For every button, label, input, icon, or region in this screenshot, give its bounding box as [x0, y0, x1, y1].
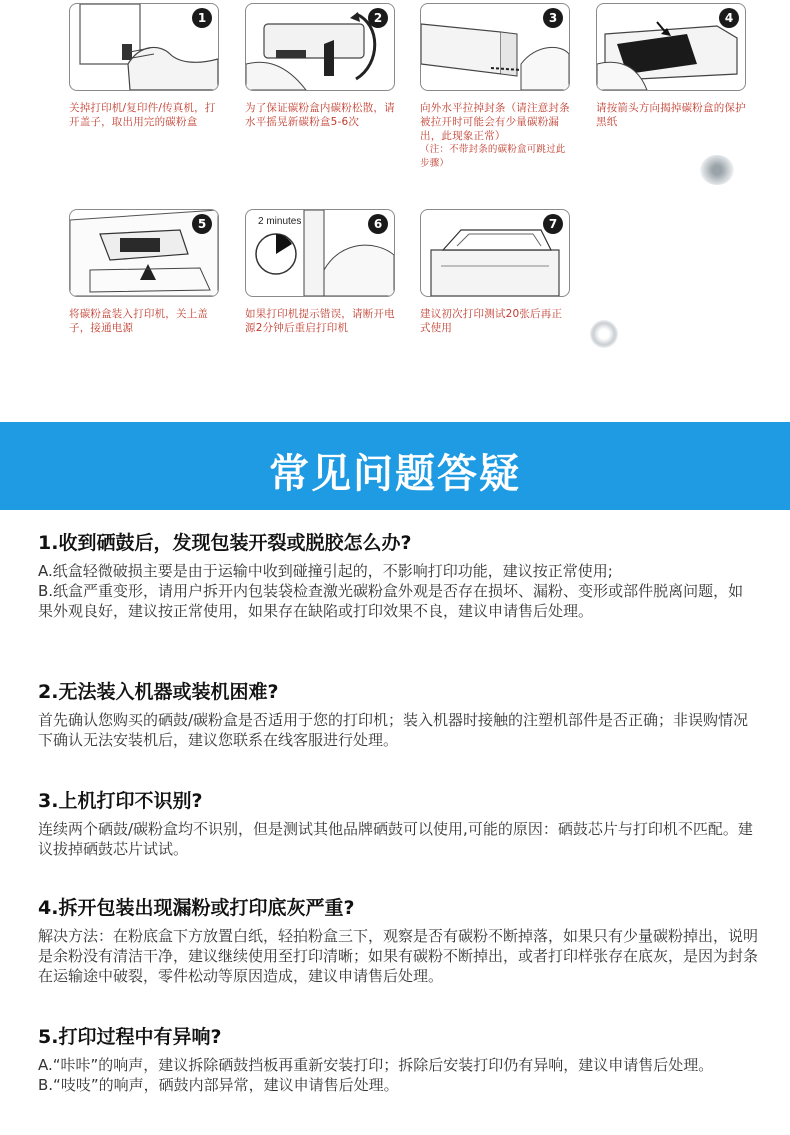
step-6 — [245, 209, 395, 335]
two-minutes-label: 2 minutes — [258, 216, 302, 227]
faq-answer-line: 连续两个硒鼓/碳粉盒均不识别，但是测试其他品牌硒鼓可以使用,可能的原因：硒鼓芯片与打印机不匹配。建议拔掉硒鼓芯片试试。 — [38, 820, 753, 858]
step-7 — [420, 209, 570, 335]
faq-answer-line: B.纸盒严重变形，请用户拆开内包装袋检查激光碳粉盒外观是否存在损坏、漏粉、变形或部件脱离问题，如果外观良好，建议按正常使用，如果存在缺陷或打印效果不良，建议申请售后处理。 — [38, 582, 744, 620]
faq-answer-line: A.纸盒轻微破损主要是由于运输中收到碰撞引起的，不影响打印功能，建议按正常使用; — [38, 562, 613, 580]
step-number-badge: 5 — [192, 214, 212, 234]
step-2 — [245, 3, 395, 129]
faq-question: 4.拆开包装出现漏粉或打印底灰严重? — [38, 897, 355, 919]
step-caption: 将碳粉盒装入打印机，关上盖子，接通电源 — [69, 308, 209, 334]
decorative-gear-blur — [700, 155, 734, 185]
step-3 — [420, 3, 570, 171]
step-number-badge: 6 — [368, 214, 388, 234]
step-caption: 关掉打印机/复印件/传真机，打开盖子，取出用完的碳粉盒 — [69, 102, 216, 128]
faq-item-1 — [38, 528, 758, 621]
test-print-illustration — [420, 209, 570, 297]
step-1 — [69, 3, 219, 129]
pull-seal-tab-illustration — [420, 3, 570, 91]
insert-cartridge-illustration — [69, 209, 219, 297]
faq-item-3 — [38, 786, 758, 859]
faq-item-4 — [38, 893, 758, 986]
step-5 — [69, 209, 219, 335]
step-number-badge: 7 — [543, 214, 563, 234]
remove-black-paper-illustration — [596, 3, 746, 91]
shake-cartridge-illustration — [245, 3, 395, 91]
step-caption: 为了保证碳粉盒内碳粉松散，请水平摇晃新碳粉盒5-6次 — [245, 102, 395, 128]
faq-item-2 — [38, 677, 758, 750]
step-caption: 请按箭头方向揭掉碳粉盒的保护黑纸 — [596, 102, 746, 128]
faq-question: 5.打印过程中有异响? — [38, 1026, 222, 1048]
faq-answer-line: A.“咔咔”的响声，建议拆除硒鼓挡板再重新安装打印；拆除后安装打印仍有异响，建议申请售后处理。 — [38, 1056, 714, 1074]
faq-question: 2.无法装入机器或装机困难? — [38, 681, 279, 703]
step-caption: 如果打印机提示错误，请断开电源2分钟后重启打印机 — [245, 308, 395, 334]
step-number-badge: 2 — [368, 8, 388, 28]
faq-answer-line: 解决方法：在粉底盒下方放置白纸，轻拍粉盒三下，观察是否有碳粉不断掉落，如果只有少量碳粉掉出，说明是余粉没有清洁干净，建议继续使用至打印清晰；如果有碳粉不断掉出，或者打印样张存在底灰，是因为封条在运输途中破裂，零件松动等原因造成，建议申请售后处理。 — [38, 927, 759, 985]
step-number-badge: 1 — [192, 8, 212, 28]
step-caption: 建议初次打印测试20张后再正式使用 — [420, 308, 563, 334]
faq-banner-title: 常见问题答疑 — [269, 451, 521, 497]
faq-item-5 — [38, 1022, 758, 1095]
printer-remove-cartridge-illustration — [69, 3, 219, 91]
faq-banner — [0, 422, 790, 510]
step-caption-note: （注：不带封条的碳粉盒可跳过此步骤） — [420, 144, 566, 169]
faq-answer-line: B.“吱吱”的响声，硒鼓内部异常，建议申请售后处理。 — [38, 1076, 399, 1094]
step-caption — [420, 101, 570, 171]
step-4 — [596, 3, 746, 129]
faq-question: 1.收到硒鼓后，发现包装开裂或脱胶怎么办? — [38, 532, 412, 554]
step-number-badge: 4 — [719, 8, 739, 28]
two-minutes-restart-illustration — [245, 209, 395, 297]
decorative-gear-blur — [590, 320, 618, 348]
faq-answer-line: 首先确认您购买的硒鼓/碳粉盒是否适用于您的打印机；装入机器时接触的注塑机部件是否正确；非误购情况下确认无法安装机后，建议您联系在线客服进行处理。 — [38, 711, 749, 749]
step-number-badge: 3 — [543, 8, 563, 28]
step-caption-main: 向外水平拉掉封条（请注意封条被拉开时可能会有少量碳粉漏出，此现象正常） — [420, 102, 570, 142]
faq-question: 3.上机打印不识别? — [38, 790, 203, 812]
